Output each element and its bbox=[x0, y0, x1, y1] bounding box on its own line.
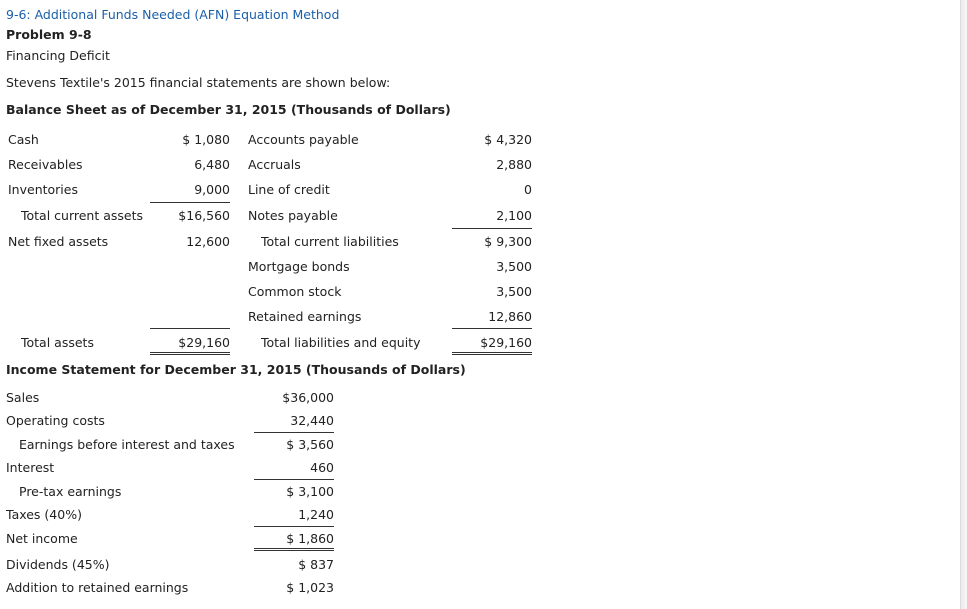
problem-title: Problem 9-8 bbox=[6, 27, 92, 42]
income-label: Sales bbox=[6, 390, 40, 405]
asset-value: 6,480 bbox=[194, 157, 230, 172]
liability-label: Accruals bbox=[248, 157, 301, 172]
liability-label: Notes payable bbox=[248, 208, 338, 223]
asset-label: Inventories bbox=[8, 182, 78, 197]
income-label: Net income bbox=[6, 531, 78, 546]
liability-value: 2,100 bbox=[496, 208, 532, 223]
liability-value: $ 4,320 bbox=[484, 132, 532, 147]
liability-label: Line of credit bbox=[248, 182, 330, 197]
total-liab-equity-label: Total liabilities and equity bbox=[261, 335, 421, 350]
income-value: 460 bbox=[310, 460, 334, 475]
income-value: 32,440 bbox=[290, 413, 334, 428]
asset-value: $16,560 bbox=[178, 208, 230, 223]
subtotal-rule bbox=[254, 526, 334, 527]
liability-label: Retained earnings bbox=[248, 309, 362, 324]
subtotal-rule bbox=[452, 228, 532, 229]
income-value: 1,240 bbox=[298, 507, 334, 522]
total-double-rule bbox=[254, 548, 334, 551]
asset-value: 9,000 bbox=[194, 182, 230, 197]
subtotal-rule bbox=[254, 479, 334, 480]
total-assets-label: Total assets bbox=[21, 335, 94, 350]
income-statement-title: Income Statement for December 31, 2015 (Thousands of Dollars) bbox=[6, 362, 466, 377]
income-value: $ 3,560 bbox=[286, 437, 334, 452]
asset-label: Total current assets bbox=[21, 208, 144, 223]
balance-sheet-title: Balance Sheet as of December 31, 2015 (Thousands of Dollars) bbox=[6, 102, 451, 117]
income-label: Interest bbox=[6, 460, 55, 475]
liability-value: 12,860 bbox=[488, 309, 532, 324]
liability-value: 2,880 bbox=[496, 157, 532, 172]
total-double-rule bbox=[452, 352, 532, 355]
income-value: $36,000 bbox=[282, 390, 334, 405]
income-label: Dividends (45%) bbox=[6, 557, 110, 572]
income-label: Operating costs bbox=[6, 413, 105, 428]
liability-value: 0 bbox=[524, 182, 532, 197]
liability-label: Common stock bbox=[248, 284, 342, 299]
income-value: $ 1,023 bbox=[286, 580, 334, 595]
income-label: Taxes (40%) bbox=[6, 507, 82, 522]
total-double-rule bbox=[150, 352, 230, 355]
income-value: $ 3,100 bbox=[286, 484, 334, 499]
subtotal-rule bbox=[254, 432, 334, 433]
total-assets-value: $29,160 bbox=[178, 335, 230, 350]
problem-subtitle: Financing Deficit bbox=[6, 48, 110, 63]
right-edge-scrollbar[interactable] bbox=[960, 0, 967, 609]
liability-value: $ 9,300 bbox=[484, 234, 532, 249]
asset-label: Cash bbox=[8, 132, 39, 147]
subtotal-rule bbox=[452, 328, 532, 329]
liability-label: Total current liabilities bbox=[261, 234, 399, 249]
liability-value: 3,500 bbox=[496, 259, 532, 274]
subtotal-rule bbox=[150, 202, 230, 203]
liability-label: Accounts payable bbox=[248, 132, 359, 147]
section-link[interactable]: 9-6: Additional Funds Needed (AFN) Equation Method bbox=[6, 7, 340, 22]
income-label: Addition to retained earnings bbox=[6, 580, 189, 595]
liability-label: Mortgage bonds bbox=[248, 259, 350, 274]
asset-value: 12,600 bbox=[186, 234, 230, 249]
asset-value: $ 1,080 bbox=[182, 132, 230, 147]
asset-label: Receivables bbox=[8, 157, 83, 172]
income-value: $ 1,860 bbox=[286, 531, 334, 546]
subtotal-rule bbox=[150, 328, 230, 329]
income-value: $ 837 bbox=[298, 557, 334, 572]
total-liab-equity-value: $29,160 bbox=[480, 335, 532, 350]
asset-label: Net fixed assets bbox=[8, 234, 109, 249]
income-label: Pre-tax earnings bbox=[19, 484, 122, 499]
liability-value: 3,500 bbox=[496, 284, 532, 299]
income-label: Earnings before interest and taxes bbox=[19, 437, 235, 452]
intro-text: Stevens Textile's 2015 financial statements are shown below: bbox=[6, 75, 391, 90]
